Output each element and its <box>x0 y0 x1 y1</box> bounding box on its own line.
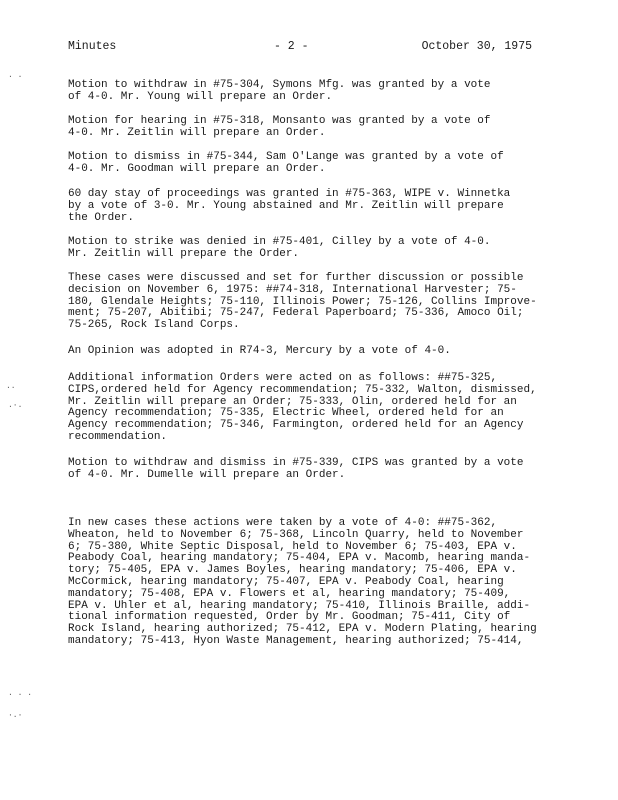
header-title: Minutes <box>68 40 117 53</box>
paragraph-cilley: Motion to strike was denied in #75-401, Cilley by a vote of 4-0. Mr. Zeitlin will prepare the Order. <box>68 236 491 260</box>
paragraph-wipe: 60 day stay of proceedings was granted in #75-363, WIPE v. Winnetka by a vote of 3-0. Mr. Young abstained and Mr. Zeitlin will prepare the Order. <box>68 188 511 224</box>
paragraph-symons: Motion to withdraw in #75-304, Symons Mfg. was granted by a vote of 4-0. Mr. Young will prepare an Order. <box>68 79 491 103</box>
margin-speck: . . . <box>8 689 33 698</box>
margin-speck: .·. <box>8 401 23 410</box>
margin-speck: . . <box>8 71 23 80</box>
paragraph-orders: Additional information Orders were acted on as follows: ##75-325, CIPS,ordered held for Agency recommendation; 75-332, Walton, dismissed, Mr. Zeitlin will prepare an Order; 75-333, Olin, ordered held for an Agency recommendation; 75-335, Electric Wheel, ordered held for an Agency recommendation; 75-346, Farmington, ordered held for an Agency recommendation. <box>68 372 537 443</box>
page-number: - 2 - <box>274 40 309 53</box>
paragraph-opinion: An Opinion was adopted in R74-3, Mercury by a vote of 4-0. <box>68 345 451 357</box>
header-date: October 30, 1975 <box>421 40 532 53</box>
paragraph-cips: Motion to withdraw and dismiss in #75-339, CIPS was granted by a vote of 4-0. Mr. Dumelle will prepare an Order. <box>68 457 524 481</box>
paragraph-new-cases: In new cases these actions were taken by a vote of 4-0: ##75-362, Wheaton, held to November 6; 75-368, Lincoln Quarry, held to November 6; 75-380, White Septic Disposal, held to November 6; 75-403, EPA v. Peabody Coal, hearing mandatory; 75-404, EPA v. Macomb, hearing manda- tory; 75-405, EPA v. James Boyles, hearing mandatory; 75-406, EPA v. McCormick, hearing mandatory; 75-407, EPA v. Peabody Coal, hearing mandatory; 75-408, EPA v. Flowers et al, hearing mandatory; 75-409, EPA v. Uhler et al, hearing mandatory; 75-410, Illinois Braille, addi- tional information requested, Order by Mr. Goodman; 75-411, City of Rock Island, hearing authorized; 75-412, EPA v. Modern Plating, hearing mandatory; 75-413, Hyon Waste Management, hearing authorized; 75-414, <box>68 517 537 647</box>
page-header <box>68 40 532 56</box>
margin-speck: ·.· <box>8 711 23 720</box>
paragraph-monsanto: Motion for hearing in #75-318, Monsanto was granted by a vote of 4-0. Mr. Zeitlin will prepare an Order. <box>68 115 491 139</box>
paragraph-cases: These cases were discussed and set for further discussion or possible decision on November 6, 1975: ##74-318, International Harvester; 75- 180, Glendale Heights; 75-110, Illinois Power; 75-126, Collins Improve- ment; 75-207, Abitibi; 75-247, Federal Paperboard; 75-336, Amoco Oil; 75-265, Rock Island Corps. <box>68 272 537 332</box>
margin-speck: .. <box>6 382 16 391</box>
paragraph-olange: Motion to dismiss in #75-344, Sam O'Lange was granted by a vote of 4-0. Mr. Goodman will prepare an Order. <box>68 151 504 175</box>
